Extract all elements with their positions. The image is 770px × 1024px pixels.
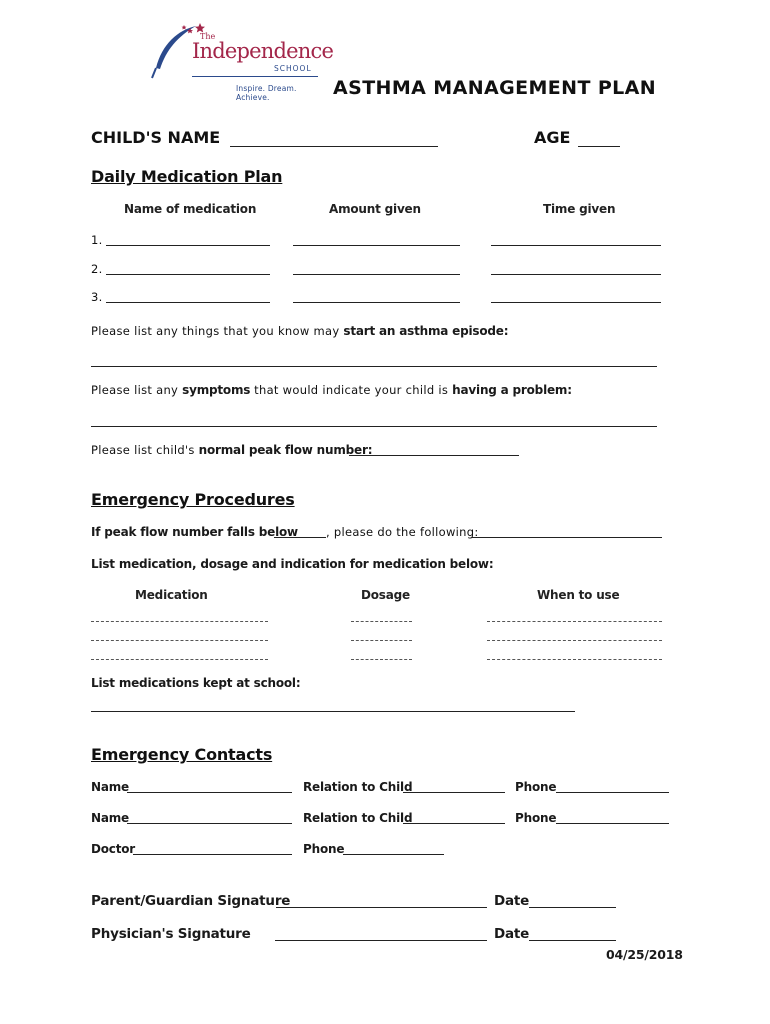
er-when-2-field[interactable] [487,640,662,641]
page-title: ASTHMA MANAGEMENT PLAN [333,77,657,99]
er-dosage-2-field[interactable] [351,640,412,641]
symptoms-question-a: Please list any [91,383,183,397]
contact-2-relation-label: Relation to Child [303,811,413,825]
physician-signature-label: Physician's Signature [91,926,251,942]
contact-1-phone-label: Phone [515,780,557,794]
school-logo [148,22,334,102]
parent-date-field[interactable] [529,907,616,908]
kept-at-school-field[interactable] [91,711,575,712]
contact-1-relation-field[interactable] [403,792,505,793]
contact-2-name-label: Name [91,811,129,825]
symptoms-question-c: that would indicate your child is [250,383,453,397]
do-following-field[interactable] [472,537,662,538]
episode-answer-field[interactable] [91,366,657,367]
symptoms-question-d: having a problem: [452,383,572,397]
falls-below-field[interactable] [274,537,326,538]
logo-name: Independence [192,39,334,63]
peak-flow-question-a: Please list child's [91,443,199,457]
symptoms-question-b: symptoms [182,383,251,397]
er-when-3-field[interactable] [487,659,662,660]
peak-flow-field[interactable] [349,455,519,456]
doctor-field[interactable] [133,854,292,855]
emergency-procedures-heading: Emergency Procedures [91,490,295,509]
contact-1-phone-field[interactable] [556,792,669,793]
contact-2-name-field[interactable] [127,823,292,824]
er-when-1-field[interactable] [487,621,662,622]
logo-school: SCHOOL [274,64,312,73]
contact-2-phone-field[interactable] [556,823,669,824]
amount-1-field[interactable] [293,245,460,246]
medication-1-field[interactable] [106,245,270,246]
er-medication-2-field[interactable] [91,640,268,641]
peak-flow-question [91,443,372,457]
parent-date-label: Date [494,893,530,909]
medication-2-field[interactable] [106,274,270,275]
physician-signature-field[interactable] [275,940,487,941]
logo-tagline: Inspire. Dream. Achieve. [236,84,297,102]
er-dosage-3-field[interactable] [351,659,412,660]
child-name-label: CHILD'S NAME [91,128,221,147]
col-dosage: Dosage [361,588,410,602]
age-field[interactable] [578,146,620,147]
contact-1-relation-label: Relation to Child [303,780,413,794]
symptoms-question [91,383,572,397]
symptoms-answer-field[interactable] [91,426,657,427]
er-medication-1-field[interactable] [91,621,268,622]
doctor-phone-field[interactable] [343,854,444,855]
daily-medication-heading: Daily Medication Plan [91,167,283,186]
col-time-given: Time given [543,202,616,216]
col-medication: Medication [135,588,208,602]
doctor-phone-label: Phone [303,842,345,856]
row-number-1: 1. [91,233,103,247]
kept-at-school-label: List medications kept at school: [91,676,301,690]
er-medication-3-field[interactable] [91,659,268,660]
physician-date-label: Date [494,926,530,942]
contact-1-name-label: Name [91,780,129,794]
logo-small-text: The [200,32,216,41]
peak-flow-question-b: normal peak flow number: [198,443,373,457]
time-2-field[interactable] [491,274,661,275]
contact-1-name-field[interactable] [127,792,292,793]
episode-question [91,324,508,338]
physician-date-field[interactable] [529,940,616,941]
do-following-label: , please do the following: [326,525,479,539]
row-number-2: 2. [91,262,103,276]
episode-question-plain: Please list any things that you know may [91,324,344,338]
contact-2-relation-field[interactable] [403,823,505,824]
footer-date: 04/25/2018 [606,947,683,962]
amount-2-field[interactable] [293,274,460,275]
col-amount-given: Amount given [329,202,421,216]
row-number-3: 3. [91,290,103,304]
time-3-field[interactable] [491,302,661,303]
col-name-of-medication: Name of medication [124,202,257,216]
parent-signature-label: Parent/Guardian Signature [91,893,291,909]
list-medication-label: List medication, dosage and indication for medication below: [91,557,494,571]
parent-signature-field[interactable] [276,907,487,908]
age-label: AGE [534,128,571,147]
er-dosage-1-field[interactable] [351,621,412,622]
child-name-field[interactable] [230,146,438,147]
time-1-field[interactable] [491,245,661,246]
emergency-contacts-heading: Emergency Contacts [91,745,273,764]
episode-question-bold: start an asthma episode: [343,324,509,338]
falls-below-label: If peak flow number falls below [91,525,298,539]
contact-2-phone-label: Phone [515,811,557,825]
doctor-label: Doctor [91,842,136,856]
medication-3-field[interactable] [106,302,270,303]
amount-3-field[interactable] [293,302,460,303]
col-when-to-use: When to use [537,588,620,602]
logo-divider [192,76,318,77]
